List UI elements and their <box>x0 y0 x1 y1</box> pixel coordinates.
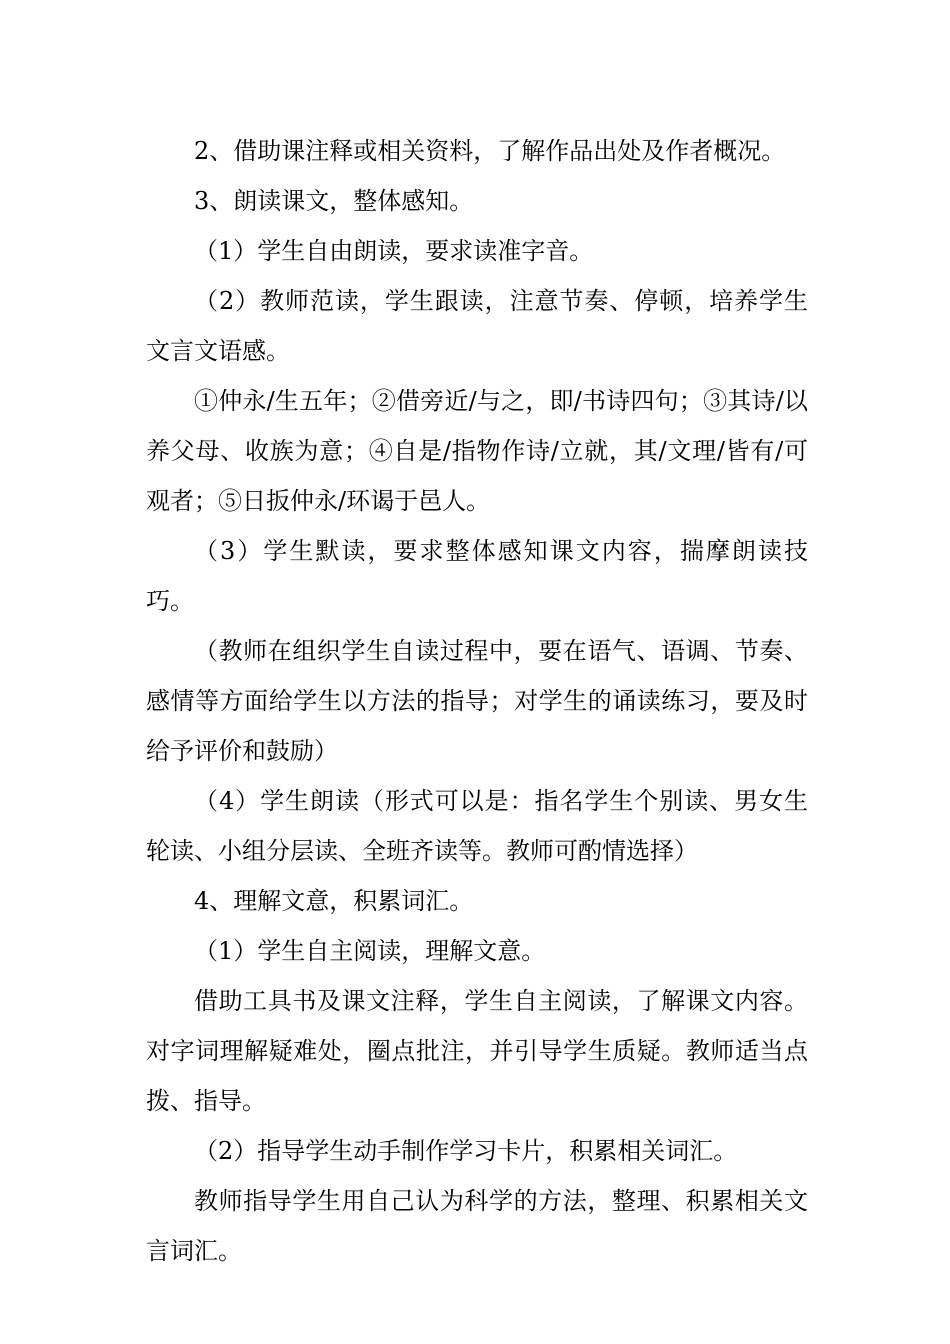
paragraph-silent-reading: （3）学生默读，要求整体感知课文内容，揣摩朗读技巧。 <box>146 537 808 615</box>
paragraph-step-2: 2、借助课注释或相关资料，了解作品出处及作者概况。 <box>194 137 786 165</box>
paragraph-free-reading: （1）学生自由朗读，要求读准字音。 <box>194 237 594 265</box>
paragraph-teacher-reading: （2）教师范读，学生跟读，注意节奏、停顿，培养学生文言文语感。 <box>146 287 808 365</box>
paragraph-self-reading: （1）学生自主阅读，理解文意。 <box>194 937 546 965</box>
paragraph-pause-marks: ①仲永/生五年；②借旁近/与之，即/书诗四句；③其诗/以养父母、收族为意；④自是/指物作诗/立就，其/文理/皆有/可观者；⑤日扳仲永/环谒于邑人。 <box>146 387 808 515</box>
paragraph-teacher-note: （教师在组织学生自读过程中，要在语气、语调、节奏、感情等方面给学生以方法的指导；对学生的诵读练习，要及时给予评价和鼓励） <box>146 637 808 765</box>
document-body <box>146 126 808 1276</box>
paragraph-tool-book: 借助工具书及课文注释，学生自主阅读，了解课文内容。对字词理解疑难处，圈点批注，并引导学生质疑。教师适当点拨、指导。 <box>146 987 808 1115</box>
paragraph-study-cards: （2）指导学生动手制作学习卡片，积累相关词汇。 <box>194 1137 738 1165</box>
paragraph-step-3: 3、朗读课文，整体感知。 <box>194 187 474 215</box>
paragraph-vocabulary: 教师指导学生用自己认为科学的方法，整理、积累相关文言词汇。 <box>146 1187 808 1265</box>
paragraph-step-4: 4、理解文意，积累词汇。 <box>194 887 474 915</box>
paragraph-student-reading: （4）学生朗读（形式可以是：指名学生个别读、男女生轮读、小组分层读、全班齐读等。教师可酌情选择） <box>146 787 808 865</box>
